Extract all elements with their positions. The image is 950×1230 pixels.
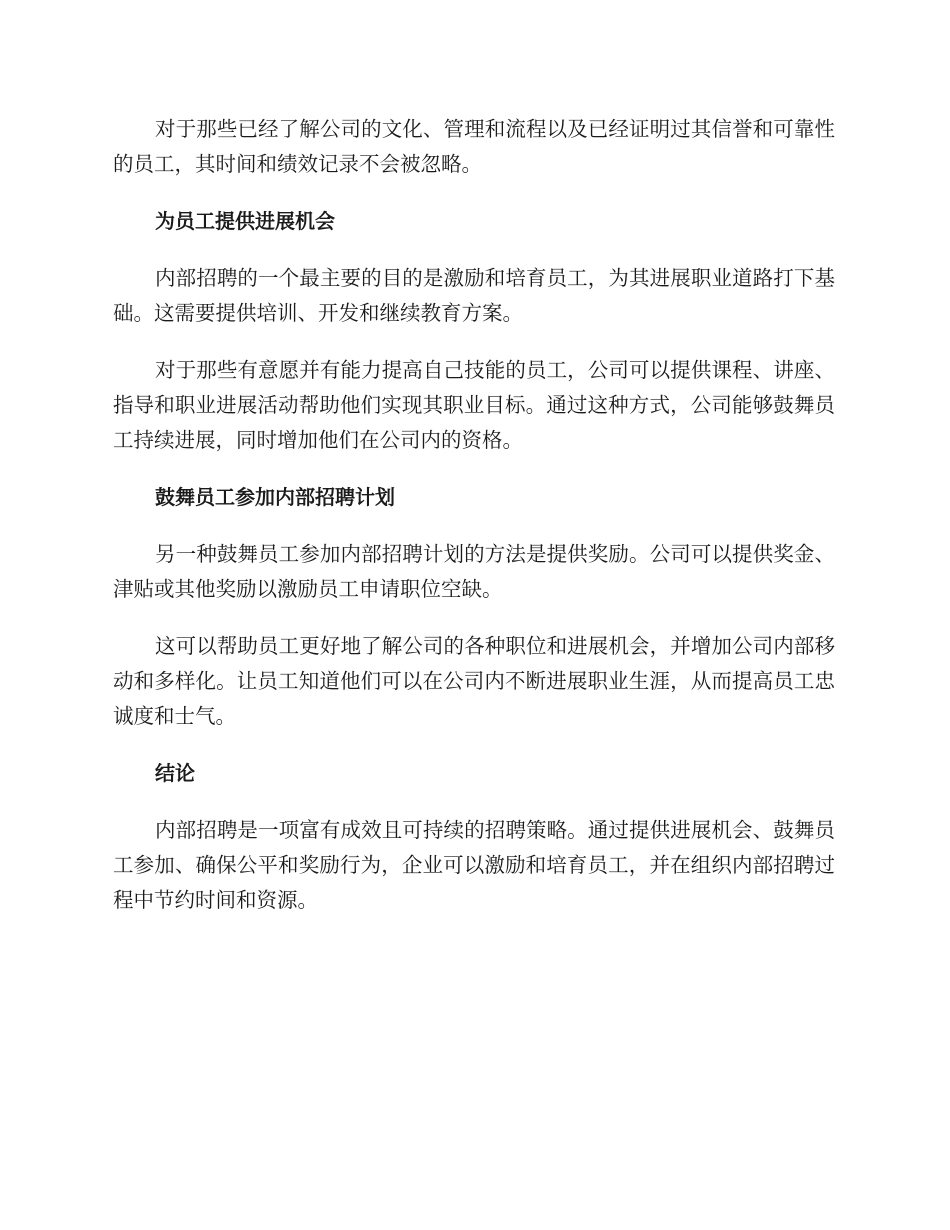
section-heading-conclusion: 结论 — [155, 761, 195, 785]
section-heading-career-opportunities: 为员工提供进展机会 — [155, 209, 335, 233]
paragraph-intro: 对于那些已经了解公司的文化、管理和流程以及已经证明过其信誉和可靠性的员工，其时间和绩效记录不会被忽略。 — [113, 117, 835, 176]
section-heading-encourage-participation: 鼓舞员工参加内部招聘计划 — [155, 485, 395, 509]
paragraph-rewards: 另一种鼓舞员工参加内部招聘计划的方法是提供奖励。公司可以提供奖金、津贴或其他奖励以激励员工申请职位空缺。 — [113, 542, 835, 601]
paragraph-conclusion: 内部招聘是一项富有成效且可持续的招聘策略。通过提供进展机会、鼓舞员工参加、确保公平和奖励行为，企业可以激励和培育员工，并在组织内部招聘过程中节约时间和资源。 — [113, 818, 835, 912]
paragraph-career-training: 对于那些有意愿并有能力提高自己技能的员工，公司可以提供课程、讲座、指导和职业进展活动帮助他们实现其职业目标。通过这种方式，公司能够鼓舞员工持续进展，同时增加他们在公司内的资格。 — [113, 358, 835, 452]
paragraph-career-purpose: 内部招聘的一个最主要的目的是激励和培育员工，为其进展职业道路打下基础。这需要提供培训、开发和继续教育方案。 — [113, 266, 835, 325]
document-page — [113, 112, 835, 940]
paragraph-mobility: 这可以帮助员工更好地了解公司的各种职位和进展机会，并增加公司内部移动和多样化。让员工知道他们可以在公司内不断进展职业生涯，从而提高员工忠诚度和士气。 — [113, 634, 835, 728]
